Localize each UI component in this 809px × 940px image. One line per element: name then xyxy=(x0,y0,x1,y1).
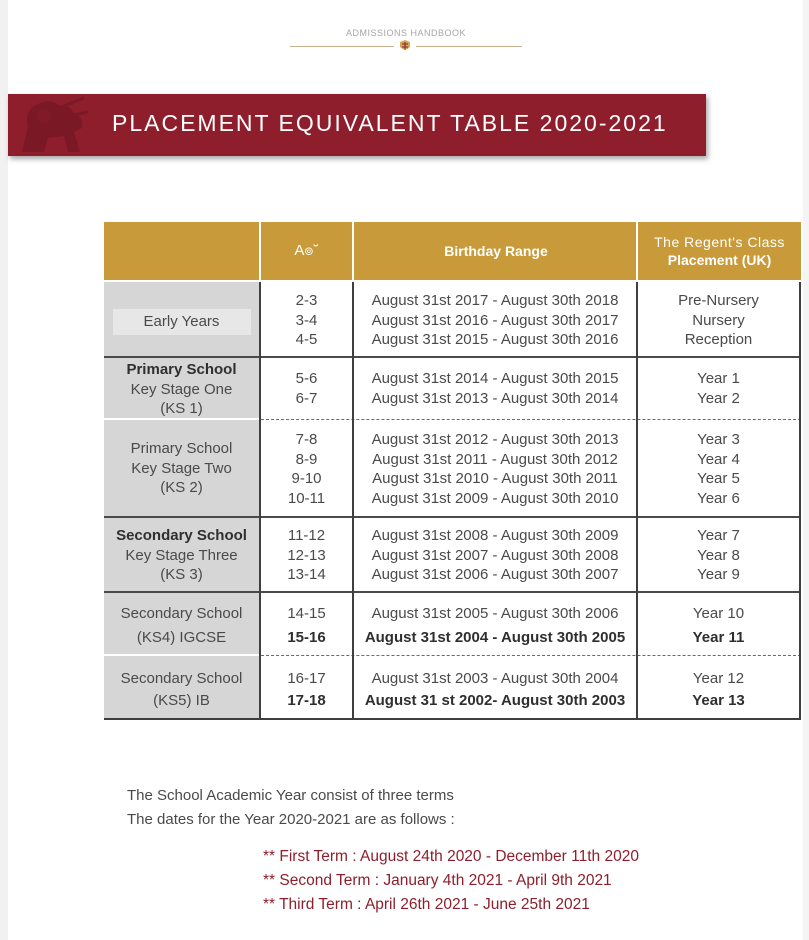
header-placement-line2: Placement (UK) xyxy=(667,252,772,268)
table-bottom-border xyxy=(104,718,801,720)
age-cell xyxy=(261,369,352,408)
page-left-edge xyxy=(0,0,8,940)
placement-cell xyxy=(638,604,799,647)
stage-label: Secondary School xyxy=(120,670,243,687)
placement-value: Year 1 xyxy=(697,370,740,387)
row-separator xyxy=(104,356,801,358)
stage-label: Key Stage One xyxy=(130,380,233,398)
stage-cell xyxy=(104,309,259,335)
row-separator xyxy=(104,591,801,593)
birthday-range: August 31st 2006 - August 30th 2007 xyxy=(371,566,619,583)
birthday-range: August 31st 2011 - August 30th 2012 xyxy=(372,450,618,468)
birthday-range: August 31st 2004 - August 30th 2005 xyxy=(364,628,626,646)
age-value: 9-10 xyxy=(291,470,322,487)
placement-value: Year 8 xyxy=(697,546,740,564)
age-value: 14-15 xyxy=(287,605,326,622)
stage-label: (KS4) IGCSE xyxy=(136,628,227,646)
stage-label: (KS 1) xyxy=(160,400,203,417)
stage-cell xyxy=(104,604,259,647)
age-value: 7-8 xyxy=(295,431,318,448)
stage-cell xyxy=(104,360,259,419)
birthday-range: August 31st 2015 - August 30th 2016 xyxy=(371,331,619,348)
age-value: 16-17 xyxy=(287,670,326,687)
birthday-range: August 31st 2005 - August 30th 2006 xyxy=(371,605,619,622)
header-divider xyxy=(636,222,638,280)
placement-value: Year 9 xyxy=(697,566,740,583)
age-value: 8-9 xyxy=(295,450,318,468)
age-value: 13-14 xyxy=(287,566,326,583)
age-value: 5-6 xyxy=(295,370,318,387)
term-second: ** Second Term : January 4th 2021 - April 9th 2021 xyxy=(263,872,612,889)
age-cell xyxy=(261,526,352,585)
birthday-range: August 31st 2014 - August 30th 2015 xyxy=(371,370,619,387)
placement-cell xyxy=(638,526,799,585)
age-cell xyxy=(261,604,352,647)
placement-cell xyxy=(638,291,799,350)
stage-label: Key Stage Two xyxy=(131,459,232,477)
stage-label: Secondary School xyxy=(116,527,247,544)
placement-value: Reception xyxy=(684,331,753,348)
birthday-range-cell xyxy=(354,526,636,585)
page-title: PLACEMENT EQUIVALENT TABLE 2020-2021 xyxy=(112,110,668,136)
term-third: ** Third Term : April 26th 2021 - June 25th 2021 xyxy=(263,896,590,913)
age-cell xyxy=(261,430,352,508)
placement-cell xyxy=(638,669,799,710)
birthday-range-cell xyxy=(354,430,636,508)
stage-label-early-years: Early Years xyxy=(113,309,251,335)
academic-year-note: The School Academic Year consist of three terms xyxy=(127,787,454,804)
age-value: 2-3 xyxy=(295,292,318,309)
stage-cell xyxy=(104,526,259,585)
age-cell xyxy=(261,291,352,350)
header-divider xyxy=(259,222,261,280)
birthday-range: August 31st 2008 - August 30th 2009 xyxy=(371,527,619,544)
stage-label: (KS 3) xyxy=(160,566,203,583)
birthday-range-cell xyxy=(354,604,636,647)
header-birthday-range: Birthday Range xyxy=(444,243,548,259)
stage-label: Primary School xyxy=(126,361,237,378)
placement-value: Year 5 xyxy=(697,470,740,487)
placement-value: Year 13 xyxy=(692,691,745,709)
stage-cell xyxy=(104,439,259,498)
age-value: 6-7 xyxy=(295,389,318,407)
birthday-range: August 31st 2007 - August 30th 2008 xyxy=(371,546,619,564)
stage-label: Key Stage Three xyxy=(125,546,238,564)
header-rule-left xyxy=(290,46,394,47)
birthday-range: August 31st 2010 - August 30th 2011 xyxy=(372,470,618,487)
stage-label: (KS5) IB xyxy=(153,691,210,709)
crest-icon xyxy=(398,39,412,53)
page-right-edge xyxy=(803,0,809,940)
age-cell xyxy=(261,669,352,710)
header-placement xyxy=(638,222,801,280)
column-divider xyxy=(259,282,261,720)
placement-value: Year 11 xyxy=(692,628,745,646)
handbook-title: ADMISSIONS HANDBOOK xyxy=(345,28,467,38)
age-value: 10-11 xyxy=(287,489,326,507)
age-value: 4-5 xyxy=(295,331,318,348)
placement-value: Year 10 xyxy=(692,605,745,622)
title-banner xyxy=(8,94,706,156)
birthday-range: August 31 st 2002- August 30th 2003 xyxy=(364,691,626,709)
term-first: ** First Term : August 24th 2020 - December 11th 2020 xyxy=(263,848,639,865)
age-value: 17-18 xyxy=(287,691,326,709)
header-age: A๏˘ xyxy=(294,242,319,259)
placement-value: Year 6 xyxy=(697,489,740,507)
birthday-range: August 31st 2017 - August 30th 2018 xyxy=(371,292,619,309)
column-divider xyxy=(799,282,801,720)
placement-value: Year 4 xyxy=(697,450,740,468)
row-separator-dashed xyxy=(261,419,801,420)
placement-cell xyxy=(638,430,799,508)
placement-value: Pre-Nursery xyxy=(678,292,759,309)
header-divider xyxy=(352,222,354,280)
stage-cell xyxy=(104,669,259,710)
stage-label: Primary School xyxy=(130,440,233,457)
birthday-range-cell xyxy=(354,369,636,408)
birthday-range: August 31st 2009 - August 30th 2010 xyxy=(371,489,619,507)
placement-value: Year 7 xyxy=(697,527,740,544)
birthday-range: August 31st 2003 - August 30th 2004 xyxy=(371,670,619,687)
birthday-range-cell xyxy=(354,669,636,710)
birthday-range-cell xyxy=(354,291,636,350)
placement-value: Year 12 xyxy=(692,670,745,687)
age-value: 12-13 xyxy=(287,546,326,564)
placement-cell xyxy=(638,369,799,408)
banner-lion-icon xyxy=(14,96,90,154)
table-header-row xyxy=(104,222,801,280)
column-divider xyxy=(636,282,638,720)
column-divider xyxy=(352,282,354,720)
age-value: 11-12 xyxy=(287,527,326,544)
header-placement-line1: The Regent's Class xyxy=(654,234,785,250)
birthday-range: August 31st 2016 - August 30th 2017 xyxy=(371,311,619,329)
age-value: 3-4 xyxy=(295,311,318,329)
stage-separator xyxy=(104,654,259,656)
academic-year-note: The dates for the Year 2020-2021 are as follows : xyxy=(127,811,455,828)
placement-value: Year 2 xyxy=(697,389,740,407)
birthday-range: August 31st 2012 - August 30th 2013 xyxy=(371,431,619,448)
table-body xyxy=(104,282,801,720)
row-separator xyxy=(104,516,801,518)
age-value: 15-16 xyxy=(287,628,326,646)
stage-label: Secondary School xyxy=(120,605,243,622)
stage-label: (KS 2) xyxy=(160,479,203,496)
birthday-range: August 31st 2013 - August 30th 2014 xyxy=(371,389,619,407)
placement-value: Year 3 xyxy=(697,431,740,448)
header-rule-right xyxy=(416,46,522,47)
placement-value: Nursery xyxy=(692,311,745,329)
row-separator-dashed xyxy=(261,655,801,656)
